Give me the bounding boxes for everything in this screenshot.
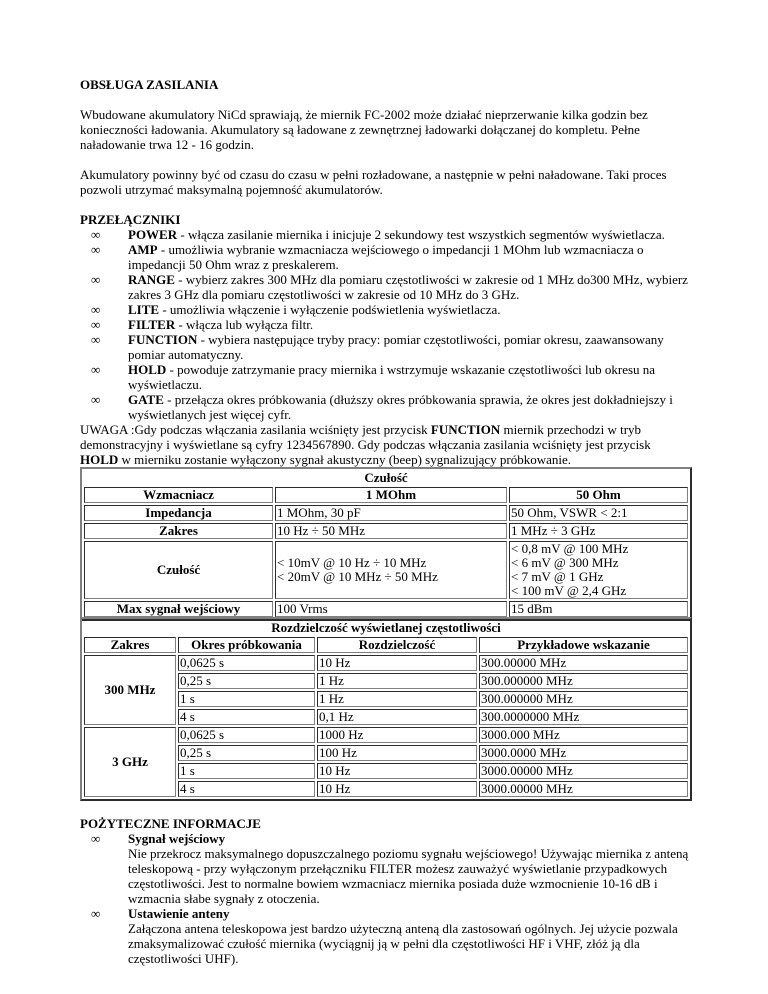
column-header: Rozdzielczość: [317, 637, 477, 653]
table-row: [84, 523, 688, 539]
power-paragraph-2: Akumulatory powinny być od czasu do czasu w pełni rozładowane, a następnie w pełni naładowane. Taki proces pozwoli utrzymać maksymalną pojemność akumulatorów.: [80, 167, 667, 197]
table-cell: [275, 541, 507, 599]
column-header: 50 Ohm: [509, 487, 688, 503]
table-caption: Rozdzielczość wyświetlanej częstotliwości: [271, 620, 501, 635]
list-item: [80, 242, 692, 272]
table-cell: 1 s: [178, 691, 315, 707]
note-key-function: FUNCTION: [430, 422, 501, 437]
table-cell: [275, 523, 507, 539]
resolution-table: [80, 617, 692, 801]
table-cell: 300.000000 MHz: [479, 673, 688, 689]
table-cell: 4 s: [178, 781, 315, 797]
table-cell: 3000.000 MHz: [479, 727, 688, 743]
row-header: Zakres: [84, 523, 273, 539]
table-cell: 300.00000 MHz: [479, 655, 688, 671]
table-cell: 4 s: [178, 709, 315, 725]
switch-description: - włącza lub wyłącza filtr.: [175, 317, 314, 332]
table-cell: 1 s: [178, 763, 315, 779]
list-item: [80, 392, 692, 422]
table-cell: 3000.00000 MHz: [479, 763, 688, 779]
switch-name: AMP: [128, 242, 158, 257]
table-row: [84, 655, 688, 671]
switch-name: FUNCTION: [128, 332, 198, 347]
table-cell: 100 Hz: [317, 745, 477, 761]
note-text: UWAGA :Gdy podczas włączania zasilania wciśnięty jest przycisk: [80, 422, 431, 437]
table-caption-row: [84, 471, 688, 485]
table-header-row: [84, 637, 688, 653]
range-cell: 3 GHz: [84, 727, 176, 797]
list-item: [80, 906, 692, 966]
table-cell: 1000 Hz: [317, 727, 477, 743]
row-header: Max sygnał wejściowy: [84, 601, 273, 617]
cell-line: 10 Hz ÷ 50 MHz: [277, 523, 366, 538]
cell-line: < 6 mV @ 300 MHz: [511, 555, 619, 570]
info-section-title: POŻYTECZNE INFORMACJE: [80, 816, 261, 831]
list-item: [80, 302, 692, 317]
bullet-icon: ∞: [91, 362, 101, 377]
list-item: [80, 227, 692, 242]
switch-description: - wybierz zakres 300 MHz dla pomiaru częstotliwości w zakresie od 1 MHz do300 MHz, wybierz zakres 3 GHz dla pomiaru częstotliwości w zakresie od 10 MHz do 3 GHz.: [128, 272, 688, 302]
column-header: Wzmacniacz: [84, 487, 273, 503]
table-cell: 10 Hz: [317, 763, 477, 779]
table-cell: 0,0625 s: [178, 727, 315, 743]
table-cell: 0,0625 s: [178, 655, 315, 671]
column-header: Zakres: [84, 637, 176, 653]
bullet-icon: ∞: [91, 272, 101, 287]
sensitivity-table: [80, 467, 692, 621]
switch-description: - wybiera następujące tryby pracy: pomiar częstotliwości, pomiar okresu, zaawansowany pomiar automatyczny.: [128, 332, 664, 362]
column-header: Przykładowe wskazanie: [479, 637, 688, 653]
range-cell: 300 MHz: [84, 655, 176, 725]
switch-name: POWER: [128, 227, 178, 242]
cell-line: 1 MHz ÷ 3 GHz: [511, 523, 596, 538]
switch-description: - przełącza okres próbkowania (dłuższy okres próbkowania sprawia, że okres jest dokładniejszy i wyświetlanych jest więcej cyfr.: [128, 392, 673, 422]
table-cell: 10 Hz: [317, 655, 477, 671]
switch-name: RANGE: [128, 272, 175, 287]
info-item-text: Załączona antena teleskopowa jest bardzo użyteczną anteną dla zastosowań ogólnych. Jej użycie pozwala zmaksymalizować czułość miernika (wyciągnij ją w pełni dla częstotliwości HF i VHF, złóż ją dla częstotliwości UHF).: [128, 921, 678, 966]
info-item-title: Sygnał wejściowy: [128, 831, 226, 846]
bullet-icon: ∞: [91, 242, 101, 257]
column-header: Okres próbkowania: [178, 637, 315, 653]
cell-line: 100 Vrms: [277, 601, 328, 616]
list-item: [80, 831, 692, 906]
table-row: [84, 727, 688, 743]
row-header: Czułość: [84, 541, 273, 599]
list-item: [80, 317, 692, 332]
note-text: w mierniku zostanie wyłączony sygnał akustyczny (beep) sygnalizujący próbkowanie.: [118, 452, 571, 467]
table-cell: 0,25 s: [178, 673, 315, 689]
table-cell: [509, 505, 688, 521]
bullet-icon: ∞: [91, 302, 101, 317]
switch-description: - włącza zasilanie miernika i inicjuje 2 sekundowy test wszystkich segmentów wyświetlacza.: [177, 227, 665, 242]
row-header: Impedancja: [84, 505, 273, 521]
table-cell: 0,1 Hz: [317, 709, 477, 725]
info-item-title: Ustawienie anteny: [128, 906, 230, 921]
switch-name: LITE: [128, 302, 160, 317]
cell-line: 15 dBm: [511, 601, 553, 616]
bullet-icon: ∞: [91, 831, 101, 846]
bullet-icon: ∞: [91, 392, 101, 407]
switch-description: - umożliwia włączenie i wyłączenie podświetlenia wyświetlacza.: [159, 302, 501, 317]
table-header-row: [84, 487, 688, 503]
table-cell: 300.0000000 MHz: [479, 709, 688, 725]
cell-line: < 0,8 mV @ 100 MHz: [511, 541, 629, 556]
cell-line: < 10mV @ 10 Hz ÷ 10 MHz: [277, 555, 427, 570]
info-item-text: Nie przekrocz maksymalnego dopuszczalnego poziomu sygnału wejściowego! Używając miernika z anteną teleskopową - przy wyłączonym przełączniku FILTER możesz zauważyć wyświetlanie przypadkowych częstotliwości. Jest to normalne bowiem wzmacniacz miernika posiada duże wzmocnienie 10-16 dB i wzmacnia słabe sygnały z otoczenia.: [128, 846, 689, 906]
info-list: [80, 831, 692, 966]
switch-name: FILTER: [128, 317, 176, 332]
column-header: 1 MOhm: [275, 487, 507, 503]
table-cell: 1 Hz: [317, 673, 477, 689]
table-row: [84, 505, 688, 521]
cell-line: 1 MOhm, 30 pF: [277, 505, 361, 520]
table-cell: [509, 601, 688, 617]
switches-section-title: PRZEŁĄCZNIKI: [80, 212, 181, 227]
table-cell: 3000.00000 MHz: [479, 781, 688, 797]
list-item: [80, 272, 692, 302]
table-cell: [275, 601, 507, 617]
table-cell: 1 Hz: [317, 691, 477, 707]
switch-description: - umożliwia wybranie wzmacniacza wejściowego o impedancji 1 MOhm lub wzmacniacza o impedancji 50 Ohm wraz z preskalerem.: [128, 242, 644, 272]
note-key-hold: HOLD: [80, 452, 119, 467]
switch-name: GATE: [128, 392, 164, 407]
table-cell: [509, 523, 688, 539]
switches-list: [80, 227, 692, 422]
cell-line: 50 Ohm, VSWR < 2:1: [511, 505, 628, 520]
table-cell: 300.000000 MHz: [479, 691, 688, 707]
table-row: [84, 541, 688, 599]
list-item: [80, 362, 692, 392]
power-paragraph-1: Wbudowane akumulatory NiCd sprawiają, że miernik FC-2002 może działać nieprzerwanie kilka godzin bez konieczności ładowania. Akumulatory są ładowane z zewnętrznej ładowarki dołączanej do kompletu. Pełne naładowanie trwa 12 - 16 godzin.: [80, 107, 648, 152]
table-cell: 0,25 s: [178, 745, 315, 761]
table-cell: [275, 505, 507, 521]
table-cell: 10 Hz: [317, 781, 477, 797]
table-caption: Czułość: [364, 470, 408, 485]
document-page: [80, 77, 692, 966]
cell-line: < 20mV @ 10 MHz ÷ 50 MHz: [277, 569, 438, 584]
bullet-icon: ∞: [91, 906, 101, 921]
power-section-title: OBSŁUGA ZASILANIA: [80, 77, 219, 92]
cell-line: < 100 mV @ 2,4 GHz: [511, 583, 627, 598]
note-text: miernik przechodzi w tryb demonstracyjny i wyświetlane są cyfry 1234567890. Gdy podczas włączania zasilania wciśnięty jest przycisk: [80, 422, 651, 452]
bullet-icon: ∞: [91, 317, 101, 332]
table-cell: 3000.0000 MHz: [479, 745, 688, 761]
table-row: [84, 601, 688, 617]
bullet-icon: ∞: [91, 332, 101, 347]
bullet-icon: ∞: [91, 227, 101, 242]
note-paragraph: [80, 422, 692, 467]
list-item: [80, 332, 692, 362]
cell-line: < 7 mV @ 1 GHz: [511, 569, 604, 584]
switch-description: - powoduje zatrzymanie pracy miernika i wstrzymuje wskazanie częstotliwości lub okresu na wyświetlaczu.: [128, 362, 656, 392]
switch-name: HOLD: [128, 362, 167, 377]
table-cell: [509, 541, 688, 599]
table-caption-row: [84, 621, 688, 635]
